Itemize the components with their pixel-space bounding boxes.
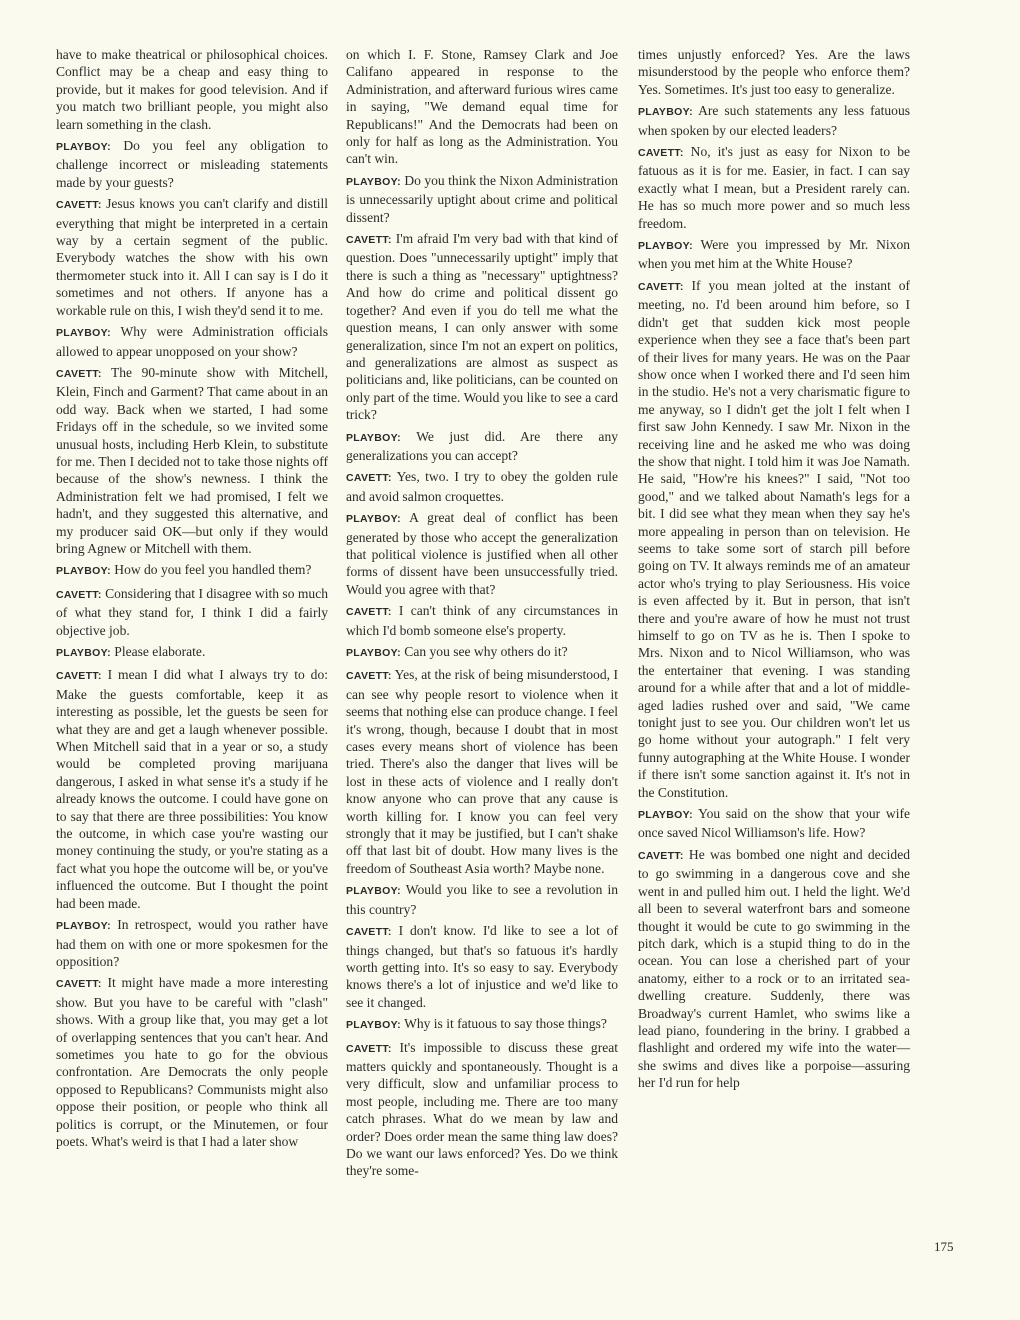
paragraph-text: The 90-minute show with Mitchell, Klein, Finch and Garment? That came about in an odd way. Back when we started, I had some Fridays off in the schedule, so we invited some unusual hosts, including Herb Klein, to substitute for me. Then I decided not to take those nights off because of the show's newness. I think the Administration felt we had promised, I felt we hadn't, and they suggested this alternative, and my producer said OK—but only if they would bring Agnew or Mitchell with them. bbox=[56, 364, 328, 556]
interview-paragraph bbox=[56, 666, 328, 912]
speaker-label: CAVETT: bbox=[346, 926, 392, 939]
paragraph-text: If you mean jolted at the instant of meeting, no. I'd been around him before, so I didn't get that sudden kick most people experience when they see a face that's been part of their lives for many years. He was on the Paar show once when I worked there and I'd seen him in the studio. He's not a very charismatic figure to me anyway, so I didn't get the jolt I felt when I first saw John Kennedy. I saw Mr. Nixon in the receiving line and he asked me who was doing the show that night. I told him it was Joe Namath. He said, "How're his knees?" I said, "Not too good," and we talked about Namath's legs for a bit. I did see what they mean when they say he's more appealing in person than on television. He seems to take some sort of starch pill before going on TV. It always reminds me of an amateur actor who's trying to play Seriousness. His voice is even affected by it. But in person, that isn't there and you're aware of how he must not trust himself to go on TV as he is. Then I spoke to Mrs. Nixon and to Nicol Williamson, who was the entertainer that evening. I was standing around for a while after that and a lot of middle-aged ladies rushed over and said, "We came tonight just to see you. Our children won't let us go home without your autograph." I felt very funny autographing at the White House. I wonder if there isn't some sanction against it. It's not in the Constitution. bbox=[638, 277, 910, 800]
interview-paragraph bbox=[56, 643, 328, 662]
speaker-label: CAVETT: bbox=[56, 199, 102, 212]
paragraph-text: Yes, at the risk of being misunderstood, I can see why people resort to violence when it seems that nothing else can produce change. I feel it's wrong, though, because I doubt that in most cases every means short of violence has been tried. There's also the danger that lives will be lost in these acts of violence and I really don't know anyone who can prove that any cause is worth killing for. I know you can feel very strongly that it may be justified, but I can't shake off that last bit of doubt. How many lives is the freedom of Southeast Asia worth? Maybe none. bbox=[346, 667, 618, 876]
interview-paragraph bbox=[346, 172, 618, 226]
paragraph-text: have to make theatrical or philosophical choices. Conflict may be a cheap and easy thing to provide, but it makes for good television. And if you match two brilliant people, you might also learn something in the clash. bbox=[56, 47, 328, 132]
speaker-label: PLAYBOY: bbox=[56, 565, 111, 578]
speaker-label: PLAYBOY: bbox=[638, 240, 693, 253]
paragraph-text: Why were Administration officials allowed to appear unopposed on your show? bbox=[56, 324, 328, 359]
paragraph-text: Are such statements any less fatuous when spoken by our elected leaders? bbox=[638, 103, 910, 138]
speaker-label: PLAYBOY: bbox=[56, 327, 111, 340]
paragraph-text: I don't know. I'd like to see a lot of things changed, but that's so fatuous it's hardly worth getting into. It's so easy to say. Everybody knows there's a lot of injustice and we'd like to see it changed. bbox=[346, 923, 618, 1010]
interview-paragraph bbox=[346, 1039, 618, 1180]
paragraph-text: Why is it fatuous to say those things? bbox=[400, 1016, 607, 1032]
page-number: 175 bbox=[934, 1239, 954, 1254]
speaker-label: CAVETT: bbox=[346, 234, 392, 247]
paragraph-text: A great deal of conflict has been generated by those who accept the generalization that political violence is justified when all other forms of dissent have been unsuccessfully tried. Would you agree with that? bbox=[346, 510, 618, 597]
speaker-label: CAVETT: bbox=[346, 1042, 392, 1055]
speaker-label: CAVETT: bbox=[638, 280, 684, 293]
paragraph-text: Do you feel any obligation to challenge incorrect or misleading statements made by your guests? bbox=[56, 138, 328, 190]
interview-paragraph bbox=[638, 143, 910, 232]
speaker-label: PLAYBOY: bbox=[346, 1019, 401, 1032]
interview-paragraph bbox=[56, 916, 328, 970]
interview-paragraph bbox=[56, 323, 328, 360]
interview-paragraph bbox=[638, 277, 910, 801]
paragraph-text: Would you like to see a revolution in this country? bbox=[346, 882, 618, 917]
speaker-label: PLAYBOY: bbox=[346, 431, 401, 444]
interview-paragraph bbox=[638, 46, 910, 98]
interview-paragraph bbox=[346, 666, 618, 877]
interview-paragraph bbox=[346, 468, 618, 505]
paragraph-text: He was bombed one night and decided to go swimming in a dangerous cove and she went in and pulled him out. I held the light. We'd all been to several waterfront bars and someone thought it would be cute to go swimming in the pitch dark, which is a stupid thing to do in the ocean. You can lose a cherished part of your anatomy, either to a rock or to an irritated sea-dwelling creature. Suddenly, there was Broadway's current Hamlet, who swims like a lead piano, foundering in the briny. I grabbed a flashlight and ordered my wife into the water—she swims and dives like a porpoise—assuring her I'd run for help bbox=[638, 846, 910, 1091]
interview-paragraph bbox=[346, 428, 618, 465]
speaker-label: PLAYBOY: bbox=[638, 809, 693, 822]
paragraph-text: Can you see why others do it? bbox=[400, 644, 568, 659]
paragraph-text: Please elaborate. bbox=[110, 644, 206, 659]
paragraph-text: We just did. Are there any generalizations you can accept? bbox=[346, 428, 618, 463]
interview-paragraph bbox=[346, 643, 618, 662]
text-column-1 bbox=[56, 46, 328, 1154]
speaker-label: CAVETT: bbox=[346, 670, 392, 683]
paragraph-text: I mean I did what I always try to do: Make the guests comfortable, keep it as interesting as possible, let the guests be seen for what they are and get a laugh whenever possible. When Mitchell said that in a year or so, a study would be completed proving marijuana dangerous, I asked in what sense it's a study if he already knows the outcome. I could have gone on to say that there are three possibilities: You know the outcome, in which case you're wasting our money continuing the study, or you're stating as a fact what you hope the outcome will be, or you've influenced the outcome. But I thought the point had been made. bbox=[56, 667, 328, 911]
interview-paragraph bbox=[56, 195, 328, 319]
text-column-3 bbox=[638, 46, 910, 1096]
paragraph-text: Were you impressed by Mr. Nixon when you met him at the White House? bbox=[638, 237, 910, 272]
interview-paragraph bbox=[346, 922, 618, 1011]
speaker-label: CAVETT: bbox=[638, 147, 684, 160]
interview-paragraph bbox=[346, 46, 618, 168]
interview-paragraph bbox=[346, 230, 618, 423]
interview-paragraph bbox=[56, 561, 328, 580]
paragraph-text: Yes, two. I try to obey the golden rule and avoid salmon croquettes. bbox=[346, 469, 618, 504]
interview-paragraph bbox=[638, 805, 910, 842]
speaker-label: PLAYBOY: bbox=[346, 885, 401, 898]
speaker-label: CAVETT: bbox=[56, 670, 102, 683]
speaker-label: CAVETT: bbox=[56, 367, 102, 380]
paragraph-text: I can't think of any circumstances in which I'd bomb someone else's property. bbox=[346, 603, 618, 638]
interview-paragraph bbox=[346, 1015, 618, 1034]
paragraph-text: No, it's just as easy for Nixon to be fatuous as it is for me. Easier, in fact. I can say exactly what I mean, but a President rarely can. He has so much more power and so much less freedom. bbox=[638, 144, 910, 231]
speaker-label: CAVETT: bbox=[638, 849, 684, 862]
speaker-label: CAVETT: bbox=[346, 606, 392, 619]
interview-paragraph bbox=[56, 46, 328, 133]
speaker-label: PLAYBOY: bbox=[346, 175, 401, 188]
paragraph-text: times unjustly enforced? Yes. Are the laws misunderstood by the people who enforce them? Yes. Sometimes. It's just too easy to generalize. bbox=[638, 47, 910, 97]
interview-paragraph bbox=[56, 974, 328, 1150]
speaker-label: PLAYBOY: bbox=[56, 647, 111, 659]
interview-paragraph bbox=[346, 602, 618, 639]
speaker-label: CAVETT: bbox=[56, 588, 102, 601]
interview-paragraph bbox=[346, 509, 618, 598]
text-column-2 bbox=[346, 46, 618, 1184]
speaker-label: CAVETT: bbox=[56, 978, 102, 991]
paragraph-text: Jesus knows you can't clarify and distill everything that might be interpreted in a certain way by a certain segment of the public. Everybody watches the show with his own thermometer stuck into it. All I can say is I do it sometimes and not others. If anyone has a workable rule on this, I wish they'd send it to me. bbox=[56, 196, 328, 318]
paragraph-text: You said on the show that your wife once saved Nicol Williamson's life. How? bbox=[638, 806, 910, 841]
paragraph-text: Considering that I disagree with so much of what they stand for, I think I did a fairly objective job. bbox=[56, 585, 328, 638]
speaker-label: PLAYBOY: bbox=[56, 920, 111, 933]
paragraph-text: Do you think the Nixon Administration is unnecessarily uptight about crime and political dissent? bbox=[346, 172, 618, 225]
speaker-label: CAVETT: bbox=[346, 472, 392, 485]
interview-paragraph bbox=[56, 364, 328, 557]
speaker-label: PLAYBOY: bbox=[638, 106, 693, 119]
paragraph-text: on which I. F. Stone, Ramsey Clark and Joe Califano appeared in response to the Administration, and afterward furious wires came in saying, "We demand equal time for Republicans!" And the Democrats had been on only for half as long as the Administration. You can't win. bbox=[346, 47, 618, 167]
interview-paragraph bbox=[56, 137, 328, 191]
speaker-label: PLAYBOY: bbox=[346, 513, 401, 526]
paragraph-text: How do you feel you handled them? bbox=[110, 562, 312, 578]
interview-paragraph bbox=[638, 846, 910, 1092]
interview-paragraph bbox=[346, 881, 618, 918]
interview-paragraph bbox=[638, 102, 910, 139]
interview-paragraph bbox=[638, 236, 910, 273]
paragraph-text: It's impossible to discuss these great matters quickly and spontaneously. Thought is a very difficult, slow and unfamiliar process to most people, including me. There are too many catch phrases. What do we mean by law and order? Does order mean the same thing law does? Do we want our laws enforced? Yes. Do we think they're some- bbox=[346, 1039, 618, 1179]
speaker-label: PLAYBOY: bbox=[346, 647, 401, 659]
speaker-label: PLAYBOY: bbox=[56, 141, 111, 154]
paragraph-text: In retrospect, would you rather have had them on with one or more spokesmen for the opposition? bbox=[56, 917, 328, 969]
interview-paragraph bbox=[56, 585, 328, 639]
paragraph-text: It might have made a more interesting show. But you have to be careful with "clash" shows. With a group like that, you may get a lot of overlapping sentences that you can't hear. And sometimes you hate to go for the obvious confrontation. Are Democrats the only people opposed to Republicans? Communists might also oppose their position, or people who think all politics is corrupt, or the Minutemen, or four poets. What's weird is that I had a later show bbox=[56, 975, 328, 1149]
paragraph-text: I'm afraid I'm very bad with that kind of question. Does "unnecessarily uptight" imply that there is such a thing as "necessary" uptightness? And how do crime and political dissent go together? And even if you do tell me what the question means, I can only answer with some generalization, since I'm not an expert on politics, and generalizations are almost as suspect as politicians and, like politicians, can be counted on only part of the time. Would you like to see a card trick? bbox=[346, 231, 618, 423]
